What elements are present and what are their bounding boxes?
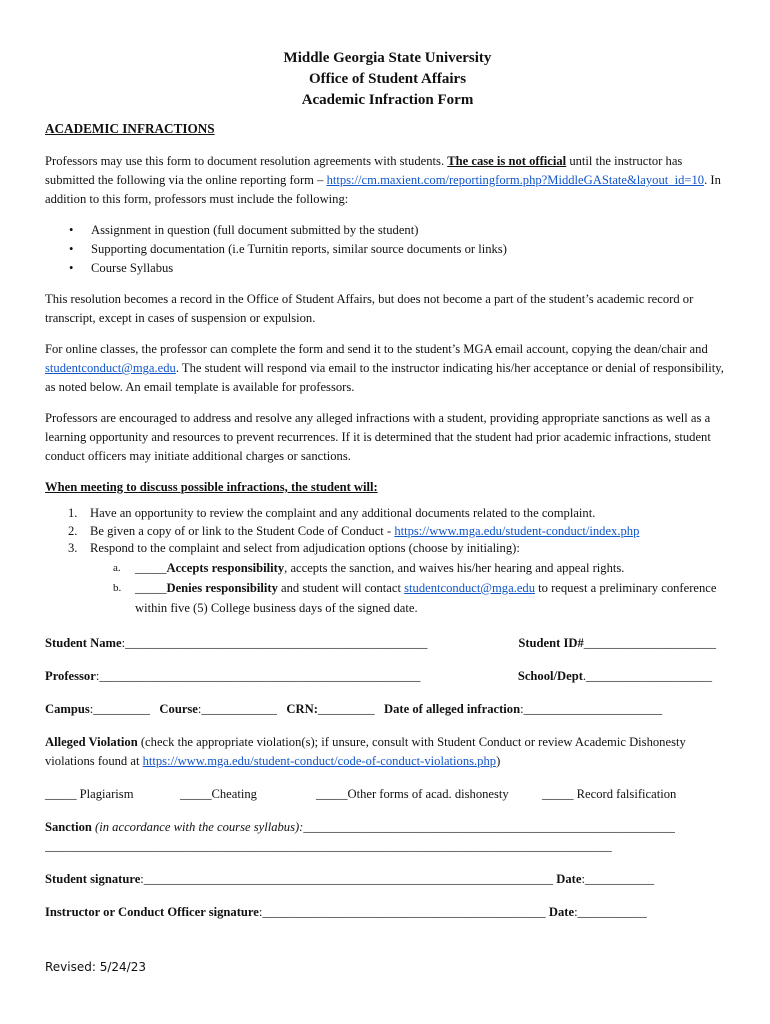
student-date-field[interactable]: :___________ <box>581 871 655 886</box>
other-dishonesty-check[interactable]: _____Other forms of acad. dishonesty <box>316 786 509 801</box>
meeting-steps-list <box>45 505 730 618</box>
student-row <box>45 634 730 653</box>
student-name-label: Student Name <box>45 635 122 650</box>
option-accepts <box>113 558 730 578</box>
list-item <box>68 523 730 541</box>
meeting-title: When meeting to discuss possible infractions, the student will: <box>45 480 378 494</box>
crn-field[interactable]: _________ <box>317 701 375 716</box>
denies-label: Denies responsibility <box>166 580 278 595</box>
professor-label: Professor <box>45 668 96 683</box>
school-label: School/Dept <box>517 668 583 683</box>
course-label: Course <box>159 701 198 716</box>
not-official-emphasis: The case is not official <box>447 154 567 168</box>
violation-text-1: (check the appropriate violation(s); if unsure, consult with Student Conduct or review Academic Dishonesty violations found at <box>45 734 686 768</box>
student-signature-label: Student signature <box>45 871 141 886</box>
list-item: • Supporting documentation (i.e Turnitin reports, similar source documents or links) <box>89 240 730 259</box>
form-header <box>45 48 730 111</box>
student-id-field[interactable]: _____________________ <box>583 635 716 650</box>
online-text-1: For online classes, the professor can complete the form and send it to the student’s MGA email account, copying the dean/chair and <box>45 342 708 356</box>
student-name-field[interactable]: :________________________________________________ <box>121 635 428 650</box>
accepts-initial-field[interactable]: _____ <box>135 560 167 575</box>
record-paragraph: This resolution becomes a record in the Office of Student Affairs, but does not become a part of the student’s academic record or transcript, except in cases of suspension or expulsion. <box>45 292 694 325</box>
university-name: Middle Georgia State University <box>283 50 492 66</box>
sanction-label: Sanction <box>45 819 92 834</box>
instructor-signature-field[interactable]: :_____________________________________________ <box>258 904 546 919</box>
course-field[interactable]: :____________ <box>197 701 277 716</box>
form-title: Academic Infraction Form <box>301 92 474 108</box>
form-page <box>45 48 730 922</box>
adjudication-options <box>90 558 730 618</box>
professor-field[interactable]: :___________________________________________________ <box>95 668 421 683</box>
student-id-label: Student ID# <box>518 635 584 650</box>
code-of-conduct-link[interactable]: https://www.mga.edu/student-conduct/index.php <box>394 523 640 538</box>
intro-text-3: . In addition to this form, professors must include the following: <box>45 173 721 206</box>
step-text: Respond to the complaint and select from adjudication options (choose by initialing): <box>90 541 520 555</box>
list-item: • Assignment in question (full document submitted by the student) <box>89 221 730 240</box>
list-item <box>68 540 730 618</box>
step-text: Be given a copy of or link to the Student Code of Conduct - <box>90 523 395 538</box>
denies-text-2: to request a preliminary conference within five (5) College business days of the signed date. <box>135 580 717 615</box>
sanction-note: (in accordance with the course syllabus): <box>91 819 304 834</box>
option-letter: b. <box>113 581 122 594</box>
campus-row <box>45 700 730 719</box>
date-label: Date <box>548 904 575 919</box>
instructor-signature-row <box>45 903 730 922</box>
denies-text-1: and student will contact <box>277 580 405 595</box>
reporting-form-link[interactable]: https://cm.maxient.com/reportingform.php?MiddleGAState&layout_id=10 <box>326 173 705 187</box>
step-text: Have an opportunity to review the complaint and any additional documents related to the complaint. <box>90 506 596 520</box>
office-name: Office of Student Affairs <box>308 71 467 87</box>
plagiarism-check[interactable]: _____ Plagiarism <box>45 786 134 801</box>
required-items-list <box>45 221 730 278</box>
date-label: Date <box>556 871 582 886</box>
instructor-date-field[interactable]: :___________ <box>574 904 647 919</box>
list-item: • Course Syllabus <box>89 259 730 278</box>
campus-label: Campus <box>45 701 90 716</box>
list-item <box>68 505 730 523</box>
revised-date: Revised: 5/24/23 <box>45 960 146 974</box>
option-denies <box>113 578 730 618</box>
option-letter: a. <box>113 561 121 574</box>
crn-label: CRN: <box>286 701 318 716</box>
school-field[interactable]: .____________________ <box>582 668 712 683</box>
sanction-field-continued[interactable]: __________________________________________________________________________________________ <box>45 838 612 853</box>
accepts-label: Accepts responsibility <box>166 560 285 575</box>
step-number: 3. <box>68 541 78 555</box>
cheating-check[interactable]: _____Cheating <box>180 786 257 801</box>
professor-row <box>45 667 730 686</box>
date-infraction-label: Date of alleged infraction <box>384 701 521 716</box>
denies-initial-field[interactable]: _____ <box>135 580 167 595</box>
online-classes-paragraph <box>45 340 730 397</box>
encourage-paragraph: Professors are encouraged to address and resolve any alleged infractions with a student, providing appropriate sanctions as well as a learning opportunity and resources to prevent recurrences. If it is determined that the student had prior academic infractions, student conduct officers may initiate additional charges or sanctions. <box>45 411 711 463</box>
studentconduct-email-link[interactable]: studentconduct@mga.edu <box>404 580 535 595</box>
intro-paragraph <box>45 152 730 209</box>
sanction-field[interactable]: ___________________________________________________________ <box>303 819 675 834</box>
studentconduct-email-link[interactable]: studentconduct@mga.edu <box>45 361 176 375</box>
instructor-signature-label: Instructor or Conduct Officer signature <box>45 904 259 919</box>
sanction-row <box>45 818 730 837</box>
intro-text-1: Professors may use this form to document resolution agreements with students. <box>45 154 448 168</box>
online-text-2: . The student will respond via email to the instructor indicating his/her acceptance or denial of responsibility, as noted below. An email template is available for professors. <box>45 361 724 394</box>
student-signature-row <box>45 870 730 889</box>
intro-text-2: until the instructor has submitted the following via the online reporting form – <box>45 154 683 187</box>
accepts-text: , accepts the sanction, and waives his/her hearing and appeal rights. <box>284 560 625 575</box>
date-infraction-field[interactable]: :______________________ <box>520 701 663 716</box>
violation-text-2: ) <box>496 753 501 768</box>
violation-checks <box>45 785 730 804</box>
record-falsification-check[interactable]: _____ Record falsification <box>542 786 677 801</box>
step-number: 1. <box>68 506 78 520</box>
section-title: ACADEMIC INFRACTIONS <box>45 121 215 136</box>
step-number: 2. <box>68 523 78 538</box>
student-signature-field[interactable]: :_________________________________________________________________ <box>140 871 554 886</box>
violations-link[interactable]: https://www.mga.edu/student-conduct/code-of-conduct-violations.php <box>142 753 497 768</box>
campus-field[interactable]: :_________ <box>89 701 150 716</box>
violation-label: Alleged Violation <box>45 734 138 749</box>
violation-paragraph <box>45 733 730 771</box>
